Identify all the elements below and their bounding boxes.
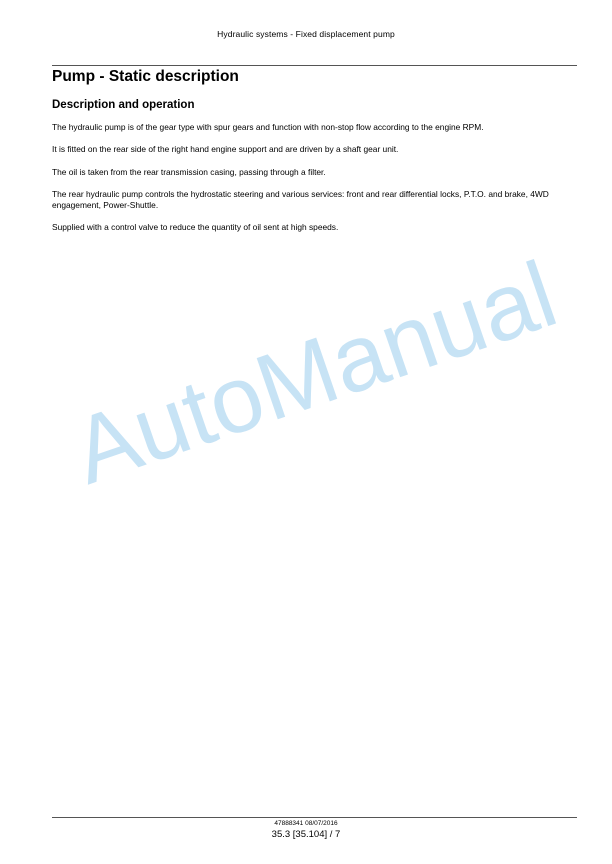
footer-document-reference: 47888341 08/07/2016 bbox=[274, 820, 338, 827]
paragraph: Supplied with a control valve to reduce the quantity of oil sent at high speeds. bbox=[52, 222, 339, 233]
watermark: AutoManual bbox=[60, 240, 569, 504]
paragraph: The hydraulic pump is of the gear type with spur gears and function with non-stop flow according to the engine RPM. bbox=[52, 122, 484, 132]
body-text bbox=[52, 122, 582, 244]
section-title: Pump - Static description bbox=[52, 68, 239, 85]
paragraph: It is fitted on the rear side of the right hand engine support and are driven by a shaft gear unit. bbox=[52, 144, 399, 155]
page-header-title: Hydraulic systems - Fixed displacement pump bbox=[217, 29, 395, 39]
footer-page-number: 35.3 [35.104] / 7 bbox=[271, 829, 341, 840]
header-divider bbox=[52, 65, 577, 66]
paragraph: The oil is taken from the rear transmission casing, passing through a filter. bbox=[52, 166, 326, 177]
paragraph: The rear hydraulic pump controls the hydrostatic steering and various services: front and rear differential locks, P.T.O. and brake, 4WD engagement, Power-Shuttle. bbox=[52, 189, 549, 210]
section-subtitle: Description and operation bbox=[52, 99, 195, 111]
footer-divider bbox=[52, 817, 577, 818]
